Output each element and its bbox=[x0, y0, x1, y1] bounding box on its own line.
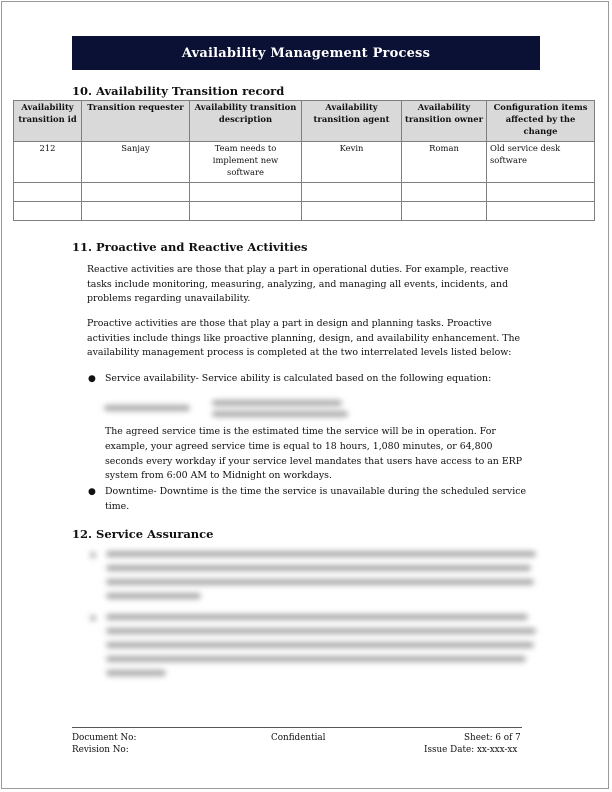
table-cell bbox=[82, 202, 190, 221]
table-row bbox=[14, 202, 595, 221]
bullet-marker: ● bbox=[88, 487, 96, 497]
agreed-service-time-paragraph: The agreed service time is the estimated time the service will be in operation. For example, your agreed service time is equal to 18 hours, 1,080 minutes, or 64,800 seconds every workday if your service level mandates that users have access to an ERP system from 6:00 AM to Midnight on workdays. bbox=[105, 426, 523, 482]
proactive-paragraph: Proactive activities are those that play a part in design and planning tasks. Proactive activities include things like proactive planning, design, and availability enhancement. The availability management process is completed at the two interrelated levels listed below: bbox=[87, 318, 521, 359]
table-cell bbox=[14, 183, 82, 202]
table-cell bbox=[402, 183, 487, 202]
table-row bbox=[14, 183, 595, 202]
table-cell bbox=[190, 202, 302, 221]
availability-transition-table bbox=[13, 100, 595, 221]
table-cell: 212 bbox=[14, 142, 82, 183]
footer-revision-no: Revision No: bbox=[72, 745, 129, 755]
table-cell: Team needs to implement new software bbox=[190, 142, 302, 183]
table-cell bbox=[402, 202, 487, 221]
table-cell bbox=[487, 183, 595, 202]
bullet-marker: ● bbox=[88, 374, 96, 384]
column-header: Availability transition id bbox=[14, 101, 82, 142]
column-header: Availability transition agent bbox=[302, 101, 402, 142]
table-cell bbox=[190, 183, 302, 202]
blurred-equation bbox=[100, 398, 360, 420]
service-availability-bullet: Service availability- Service ability is calculated based on the following equation: bbox=[105, 373, 492, 384]
table-header-row bbox=[14, 101, 595, 142]
table-cell: Sanjay bbox=[82, 142, 190, 183]
document-title: Availability Management Process bbox=[181, 45, 431, 61]
column-header: Availability transition description bbox=[190, 101, 302, 142]
footer-issue-date: Issue Date: xx-xxx-xx bbox=[424, 745, 518, 755]
column-header: Transition requester bbox=[82, 101, 190, 142]
section-12-heading: 12. Service Assurance bbox=[72, 527, 214, 541]
column-header: Configuration items affected by the change bbox=[487, 101, 595, 142]
downtime-bullet: Downtime- Downtime is the time the service is unavailable during the scheduled service time. bbox=[105, 486, 527, 512]
table-row bbox=[14, 142, 595, 183]
footer-sheet-number: Sheet: 6 of 7 bbox=[464, 733, 521, 743]
document-title-banner bbox=[72, 36, 540, 70]
footer-confidential: Confidential bbox=[271, 733, 326, 743]
table-cell: Roman bbox=[402, 142, 487, 183]
section-11-heading: 11. Proactive and Reactive Activities bbox=[72, 240, 308, 254]
footer-document-no: Document No: bbox=[72, 733, 137, 743]
blurred-service-assurance-content bbox=[84, 548, 540, 688]
table-cell: Kevin bbox=[302, 142, 402, 183]
reactive-paragraph: Reactive activities are those that play a part in operational duties. For example, reactive tasks include monitoring, measuring, analyzing, and managing all events, incidents, and problems regarding unavailability. bbox=[87, 264, 509, 305]
table-cell bbox=[302, 202, 402, 221]
table-cell bbox=[14, 202, 82, 221]
table-cell bbox=[82, 183, 190, 202]
section-10-heading: 10. Availability Transition record bbox=[72, 84, 285, 98]
table-cell bbox=[302, 183, 402, 202]
footer-divider bbox=[72, 727, 522, 728]
table-cell bbox=[487, 202, 595, 221]
table-cell: Old service desk software bbox=[487, 142, 595, 183]
column-header: Availability transition owner bbox=[402, 101, 487, 142]
